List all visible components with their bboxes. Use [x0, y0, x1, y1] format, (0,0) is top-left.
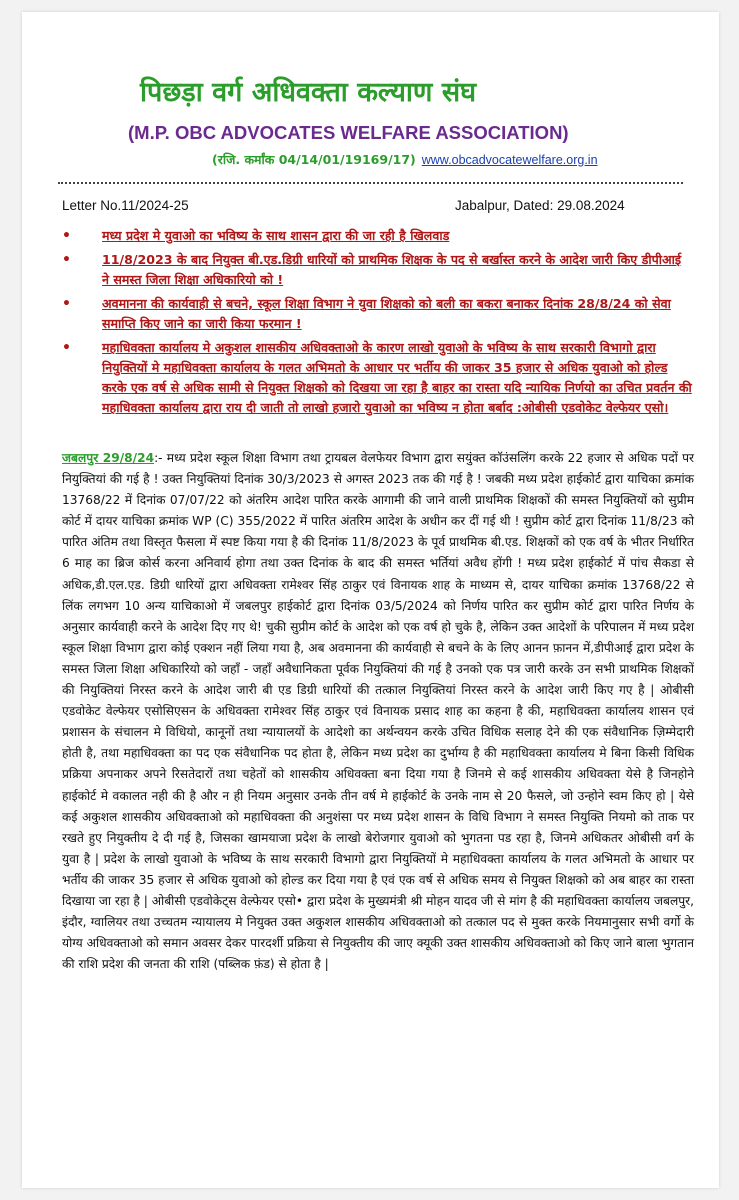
association-title-hindi: पिछड़ा वर्ग अधिवक्ता कल्याण संघ — [140, 77, 477, 108]
letter-place-date: Jabalpur, Dated: 29.08.2024 — [455, 198, 625, 213]
header-divider — [58, 182, 683, 184]
letter-number: Letter No.11/2024-25 — [62, 198, 189, 213]
bullet-item — [62, 226, 692, 246]
bullet-item — [62, 338, 692, 418]
bullet-text: 11/8/2023 के बाद नियुक्त बी.एड.डिग्री धारियों को प्राथमिक शिक्षक के पद से बर्खास्त करने के आदेश जारी किए डीपीआई ने समस्त जिला शिक्षा अधिकारियो को ! — [102, 252, 682, 287]
bullet-text: मध्य प्रदेश मे युवाओ का भविष्य के साथ शासन द्वारा की जा रही है खिलवाड — [102, 228, 450, 243]
association-title-english: (M.P. OBC ADVOCATES WELFARE ASSOCIATION) — [128, 122, 569, 143]
letter-body — [62, 448, 694, 975]
bullet-dot-icon: • — [62, 340, 71, 356]
body-paragraph: :- मध्य प्रदेश स्कूल शिक्षा विभाग तथा ट्रायबल वेलफेयर विभाग द्वारा सयुंक्त कॉउंसलिंग करके 22 हजार से अधिक पदों पर नियुक्तियां की गई है ! उक्त नियुक्तियां दिनांक 30/3/2023 से अगस्त 2023 तक की गई है ! जबकी मध्य प्रदेश हाईकोर्ट द्वारा याचिका क्रमांक 13768/22 में दिनांक 07/07/22 को अंतरिम आदेश पारित करके आगामी की जाने वाली प्राथमिक शिक्षकों की समस्त नियुक्तियों को सुप्रीम कोर्ट में दायर याचिका क्रमांक WP (C) 355/2022 में पारित अंतरिम आदेश के अधीन कर दीं गई थी ! सुप्रीम कोर्ट द्वारा दिनांक 11/8/23 को पारित अंतिम तथा विस्तृत फैसला में स्पष्ट किया गया है की दिनांक 11/8/2023 के पूर्व प्राथमिक बी.एड. शिक्षकों को एक वर्ष के भीतर निर्धारित 6 माह का ब्रिज कोर्स करना अनिवार्य होगा तथा उक्त दिनांक के बाद की समस्त भर्तियां अवैध होंगी ! मध्य प्रदेश हाईकोर्ट में पांच सैकडा से अधिक,डी.एल.एड. डिग्री धारियों द्वारा अधिवक्ता रामेश्वर सिंह ठाकुर एवं विनायक शाह के माध्यम से, दायर याचिका क्रमांक 13768/22 से लिंक लगभग 10 अन्य याचिकाओ में जबलपुर हाईकोर्ट द्वारा दिनांक 03/5/2024 को निर्णय पारित कर सुप्रीम कोर्ट द्वारा पारित निर्णय के अनुसार कार्यवाही करने के आदेश दिए गए थे! चुकी सुप्रीम कोर्ट के आदेश को एक वर्ष हो चुके है, लेकिन उक्त आदेशों के परिपालन में मध्य प्रदेश स्कूल शिक्षा विभाग द्वारा कोई एक्शन नहीं लिया गया है, अब अवमानना की कार्यवाही से बचने के के लिए आनन फ़ानन में,डीपीआई द्वारा प्रदेश के समस्त जिला शिक्षा अधिकारियो को जहाँ - जहाँ अवैधानिकता पूर्वक नियुक्तियां की गई है उनको एक पत्र जारी करके उन सभी प्राथमिक शिक्षकों की नियुक्तियां निरस्त करने के आदेश जारी बी एड डिग्री धारियों की तत्काल नियुक्तियां निरस्त करने के आदेश जारी किए गए है | ओबीसी एडवोकेट वेल्फेयर एसोसिएसन के अधिवक्ता रामेश्वर सिंह ठाकुर एवं विनायक प्रसाद शाह का कहना है की, महाधिवक्ता कार्यालय शासन एवं प्रशासन के संचालन मे विधियो, कानूनों तथा न्यायालयों के आदेशो का अर्थन्वयन करके उचित विधिक सलाह देने की एक संवैधानिक ज़िम्मेदारी होती है, तथा महाधिवक्ता का पद एक संवैधानिक पद होता है, लेकिन मध्य प्रदेश का दुर्भाग्य है की महाधिवक्ता कार्यालय मे बिना किसी विधिक प्रक्रिया अपनाकर अपने रिसतेदारों तथा चहेतों को शासकीय अधिवक्ता बना दिया गया है जिनमे से कई शासकीय अधिवक्ता येसे है जिनहोने हाईकोर्ट मे वकालत नही की है और न ही नियम अनुसार उनके तीन वर्ष मे हाईकोर्ट के उनके नाम से 20 फैसले, जो उन्होने स्वम किए हो | येसे कई अकुशल शासकीय अधिवक्ताओ को महाधिवक्ता की अनुशंसा पर मध्य प्रदेश शासन के विधि विभाग ने समस्त नियुक्ति नियमो को ताक पर रखते हुए नियुक्तीय दे दी गई है, जिसका खामयाजा प्रदेश के लाखो बेरोजगार युवाओ को भुगतना पड रहा है, जिनमे अधिकतर ओबीसी वर्ग के युवा है | प्रदेश के लाखो युवाओ के भविष्य के साथ सरकारी विभागो द्वारा नियुक्तियों मे महाधिवक्ता कार्यालय के गलत अभिमतो के आधार पर भर्तीय की जाकर 35 हजार से अधिक युवाओ को होल्ड कर दिया गया है एवं एक वर्ष से अधिक समय से नियुक्त शिक्षको को अब बाहर का रास्ता दिखाया जा रहा है | ओबीसी एडवोकेट्स वेल्फेयर एसो• द्वारा प्रदेश के मुख्यमंत्री श्री मोहन यादव जी से मांग है की महाधिवक्ता कार्यालय जबलपुर, इंदौर, ग्वालियर तथा उच्चतम न्यायालय मे नियुक्त उक्त अकुशल शासकीय अधिवक्ताओ को तत्काल पद से मुक्त करके नियमानुसार सभी वर्गो के योग्य अधिवक्ताओ को समान अवसर देकर पारदर्शी प्रक्रिया से नियुक्तीय की जाए क्यूकी उक्त शासकीय अधिवक्ताओ को किए जाने बाला भुगतान की राशि प्रदेश की जनता की राशि (पब्लिक फ़ंड) से होता है | — [62, 451, 694, 972]
letter-page — [22, 12, 719, 1188]
bullet-text: अवमानना की कार्यवाही से बचने, स्कूल शिक्षा विभाग ने युवा शिक्षको को बली का बकरा बनाकर दिनांक 28/8/24 को सेवा समाप्ति किए जाने का जारी किया फरमान ! — [102, 296, 671, 331]
headline-bullets — [62, 226, 692, 422]
bullet-item — [62, 250, 692, 290]
bullet-dot-icon: • — [62, 296, 71, 312]
bullet-dot-icon: • — [62, 252, 71, 268]
dateline: जबलपुर 29/8/24 — [62, 451, 155, 465]
bullet-item — [62, 294, 692, 334]
bullet-text: महाधिवक्ता कार्यालय मे अकुशल शासकीय अधिवक्ताओ के कारण लाखो युवाओ के भविष्य के साथ सरकारी विभागो द्वारा नियुक्तियों मे महाधिवक्ता कार्यालय के गलत अभिमतो के आधार पर भर्तीय की जाकर 35 हजार से अधिक युवाओ को होल्ड करके एक वर्ष से अधिक सामी से नियुक्त शिक्षको को दिखया जा रहा है बाहर का रास्ता यदि न्यायिक निर्णयो का उचित प्रवर्तन की महाधिवक्ता कार्यालय द्वारा राय दी जाती तो लाखो हजारो युवाओ का भविष्य न होता बर्बाद :ओबीसी एडवोकेट वेल्फेयर एसो। — [102, 340, 692, 415]
bullet-dot-icon: • — [62, 228, 71, 244]
registration-line — [212, 151, 598, 168]
registration-number: (रजि. कर्मांक 04/14/01/19169/17) — [212, 152, 416, 167]
website-link[interactable]: www.obcadvocatewelfare.org.in — [421, 153, 598, 167]
